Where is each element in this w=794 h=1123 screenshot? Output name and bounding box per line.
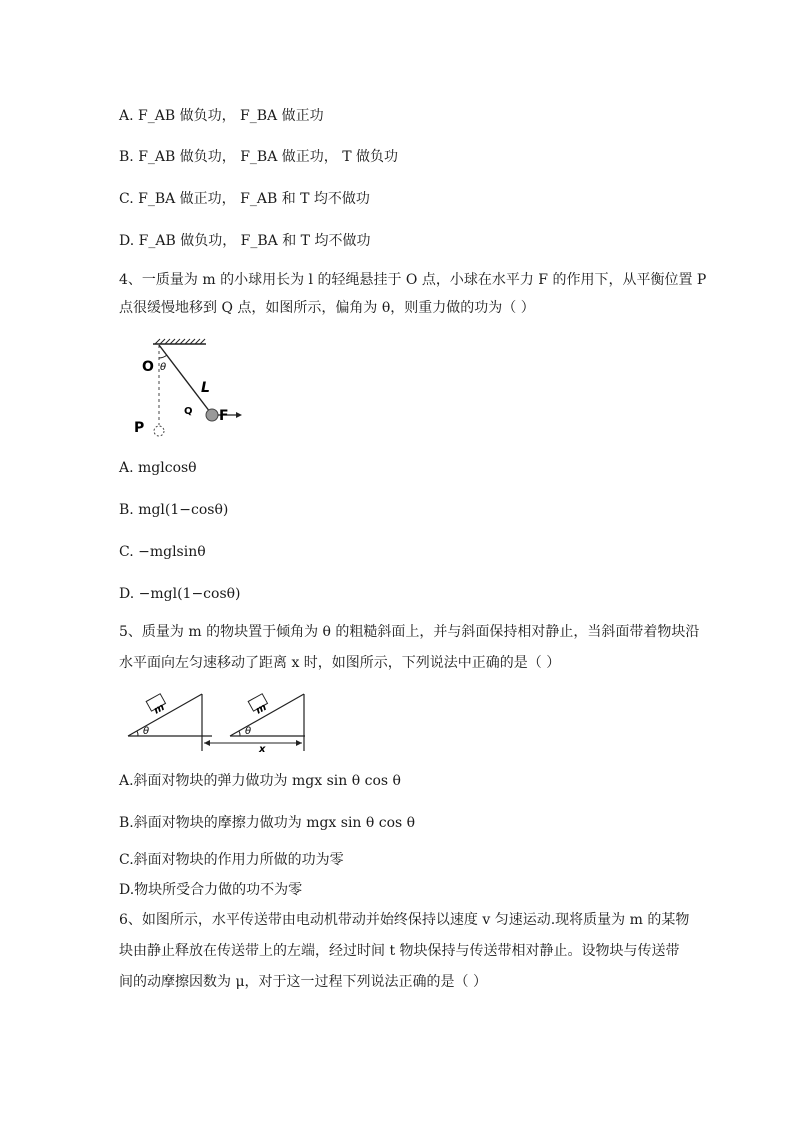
q4-option-d: D. −mgl(1−cosθ) (119, 586, 241, 602)
distance-arrowhead-right (296, 740, 302, 746)
position-p-ball (154, 426, 164, 436)
q4-stem-line1: 4、一质量为 m 的小球用长为 l 的轻绳悬挂于 O 点，小球在水平力 F 的作用下，从平衡位置 P (119, 272, 707, 288)
q5-option-b: B.斜面对物块的摩擦力做功为 mgx sin θ cos θ (119, 815, 416, 831)
q4-option-c: C. −mglsinθ (119, 544, 206, 560)
label-q: Q (184, 406, 193, 417)
q5-option-d: D.物块所受合力做的功不为零 (119, 882, 303, 898)
label-p: P (134, 420, 145, 436)
incline-figure-right (230, 694, 305, 751)
incline-figure-left (128, 694, 212, 751)
q5-option-a: A.斜面对物块的弹力做功为 mgx sin θ cos θ (119, 773, 401, 789)
force-arrowhead (236, 412, 242, 418)
label-theta-left: θ (143, 726, 150, 737)
label-o: O (142, 359, 154, 375)
label-f: F (219, 408, 229, 424)
ball-q (206, 409, 218, 421)
q6-stem-line3: 间的动摩擦因数为 μ，对于这一过程下列说法正确的是（ ） (119, 974, 487, 990)
q6-stem-line1: 6、如图所示，水平传送带由电动机带动并始终保持以速度 v 匀速运动.现将质量为 m 的某物 (119, 912, 690, 928)
q3-option-b: B. F_AB 做负功， F_BA 做正功， T 做负功 (119, 149, 399, 165)
label-m-left: m (152, 701, 167, 717)
label-l: L (201, 380, 210, 396)
distance-arrowhead-left (204, 740, 210, 746)
label-x: x (259, 744, 266, 755)
q3-option-d: D. F_AB 做负功， F_BA 和 T 均不做功 (119, 233, 371, 249)
label-m-right: m (254, 701, 269, 717)
label-theta: θ (160, 362, 167, 373)
q4-stem-line2: 点很缓慢地移到 Q 点，如图所示，偏角为 θ，则重力做的功为（ ） (119, 300, 535, 316)
q4-option-b: B. mgl(1−cosθ) (119, 502, 229, 518)
q6-stem-line2: 块由静止释放在传送带上的左端，经过时间 t 物块保持与传送带相对静止。设物块与传送带 (119, 943, 680, 959)
q5-stem-line2: 水平面向左匀速移动了距离 x 时，如图所示，下列说法中正确的是（ ） (119, 655, 561, 671)
q5-stem-line1: 5、质量为 m 的物块置于倾角为 θ 的粗糙斜面上，并与斜面保持相对静止，当斜面带着物块沿 (119, 624, 700, 640)
q3-option-a: A. F_AB 做负功， F_BA 做正功 (119, 108, 324, 124)
q3-option-c: C. F_BA 做正功， F_AB 和 T 均不做功 (119, 191, 370, 207)
q5-option-c: C.斜面对物块的作用力所做的功为零 (119, 852, 344, 868)
theta-arc (159, 355, 167, 358)
q4-option-a: A. mglcosθ (119, 460, 197, 476)
label-theta-right: θ (245, 726, 252, 737)
